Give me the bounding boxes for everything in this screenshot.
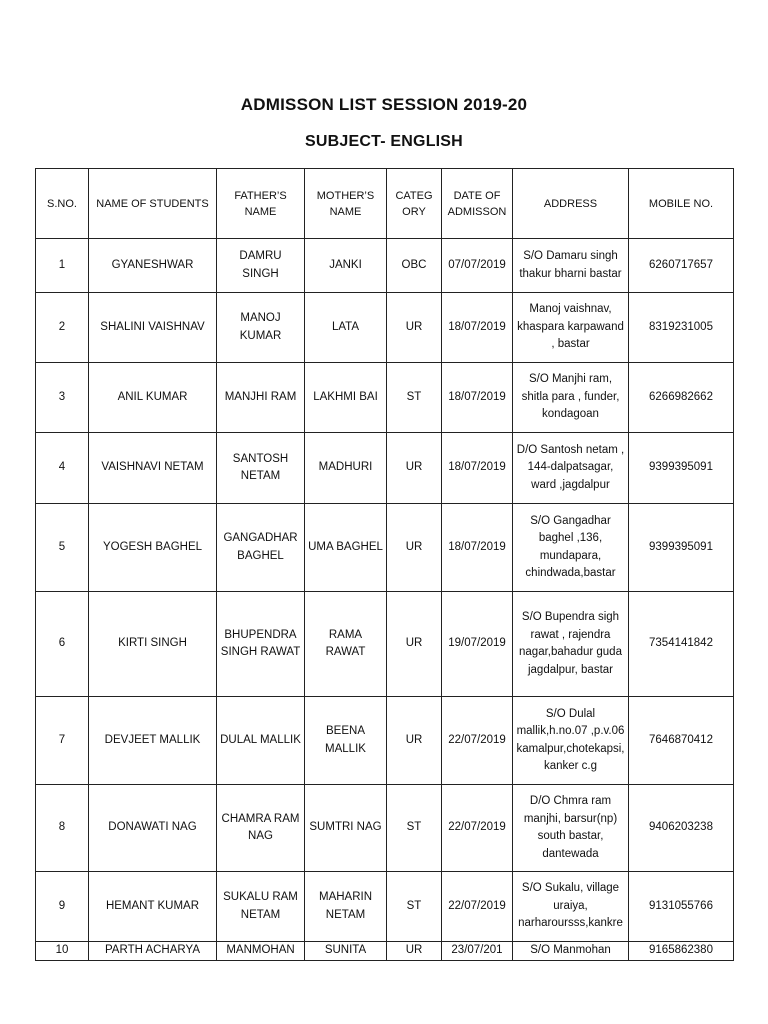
cell-mother-name: BEENA MALLIK — [305, 697, 387, 785]
cell-category: UR — [387, 433, 442, 504]
header-father-name: FATHER’S NAME — [217, 169, 305, 239]
cell-mobile: 7354141842 — [629, 592, 734, 697]
cell-name: DEVJEET MALLIK — [89, 697, 217, 785]
cell-father-name: MANOJ KUMAR — [217, 293, 305, 363]
cell-category: UR — [387, 504, 442, 592]
table-row — [36, 504, 734, 592]
header-mobile: MOBILE NO. — [629, 169, 734, 239]
cell-sno: 9 — [36, 872, 89, 942]
cell-father-name: BHUPENDRA SINGH RAWAT — [217, 592, 305, 697]
cell-mobile: 7646870412 — [629, 697, 734, 785]
table-row — [36, 872, 734, 942]
cell-father-name: DAMRU SINGH — [217, 239, 305, 293]
header-mother-name: MOTHER’S NAME — [305, 169, 387, 239]
cell-date: 18/07/2019 — [442, 293, 513, 363]
cell-address: Manoj vaishnav, khaspara karpawand , bastar — [513, 293, 629, 363]
header-category: CATEG ORY — [387, 169, 442, 239]
table-row — [36, 433, 734, 504]
cell-sno: 10 — [36, 942, 89, 961]
cell-mobile: 6266982662 — [629, 363, 734, 433]
cell-address: S/O Sukalu, village uraiya, narharoursss,kankre — [513, 872, 629, 942]
cell-address: S/O Manmohan — [513, 942, 629, 961]
cell-father-name: CHAMRA RAM NAG — [217, 785, 305, 872]
cell-sno: 8 — [36, 785, 89, 872]
cell-date: 07/07/2019 — [442, 239, 513, 293]
cell-mobile: 9399395091 — [629, 433, 734, 504]
cell-address: D/O Santosh netam , 144-dalpatsagar, ward ,jagdalpur — [513, 433, 629, 504]
cell-mother-name: SUMTRI NAG — [305, 785, 387, 872]
cell-mother-name: RAMA RAWAT — [305, 592, 387, 697]
cell-date: 18/07/2019 — [442, 363, 513, 433]
cell-mother-name: LAKHMI BAI — [305, 363, 387, 433]
cell-address: S/O Manjhi ram, shitla para , funder, kondagoan — [513, 363, 629, 433]
cell-sno: 5 — [36, 504, 89, 592]
page-title: ADMISSON LIST SESSION 2019-20 — [240, 95, 528, 114]
cell-name: ANIL KUMAR — [89, 363, 217, 433]
cell-category: UR — [387, 942, 442, 961]
cell-category: UR — [387, 697, 442, 785]
cell-sno: 4 — [36, 433, 89, 504]
cell-date: 22/07/2019 — [442, 697, 513, 785]
cell-name: HEMANT KUMAR — [89, 872, 217, 942]
cell-name: PARTH ACHARYA — [89, 942, 217, 961]
cell-category: ST — [387, 363, 442, 433]
cell-date: 22/07/2019 — [442, 872, 513, 942]
page-subtitle: SUBJECT- ENGLISH — [305, 133, 463, 150]
table-row — [36, 239, 734, 293]
header-name: NAME OF STUDENTS — [89, 169, 217, 239]
cell-mother-name: JANKI — [305, 239, 387, 293]
cell-mother-name: MAHARIN NETAM — [305, 872, 387, 942]
cell-category: UR — [387, 293, 442, 363]
cell-name: GYANESHWAR — [89, 239, 217, 293]
cell-sno: 7 — [36, 697, 89, 785]
header-sno: S.NO. — [36, 169, 89, 239]
cell-father-name: SANTOSH NETAM — [217, 433, 305, 504]
cell-category: UR — [387, 592, 442, 697]
cell-category: ST — [387, 785, 442, 872]
cell-address: S/O Dulal mallik,h.no.07 ,p.v.06 kamalpur,chotekapsi, kanker c.g — [513, 697, 629, 785]
cell-sno: 3 — [36, 363, 89, 433]
cell-date: 18/07/2019 — [442, 433, 513, 504]
cell-mobile: 6260717657 — [629, 239, 734, 293]
cell-mobile: 9399395091 — [629, 504, 734, 592]
cell-address: S/O Gangadhar baghel ,136, mundapara, chindwada,bastar — [513, 504, 629, 592]
table-row — [36, 293, 734, 363]
cell-date: 22/07/2019 — [442, 785, 513, 872]
cell-father-name: MANJHI RAM — [217, 363, 305, 433]
cell-name: SHALINI VAISHNAV — [89, 293, 217, 363]
cell-mobile: 9131055766 — [629, 872, 734, 942]
cell-sno: 1 — [36, 239, 89, 293]
admission-table — [35, 168, 734, 961]
cell-name: YOGESH BAGHEL — [89, 504, 217, 592]
cell-father-name: SUKALU RAM NETAM — [217, 872, 305, 942]
cell-mobile: 8319231005 — [629, 293, 734, 363]
cell-mother-name: SUNITA — [305, 942, 387, 961]
cell-category: ST — [387, 872, 442, 942]
table-row — [36, 942, 734, 961]
cell-father-name: DULAL MALLIK — [217, 697, 305, 785]
cell-father-name: GANGADHAR BAGHEL — [217, 504, 305, 592]
cell-mother-name: UMA BAGHEL — [305, 504, 387, 592]
cell-sno: 2 — [36, 293, 89, 363]
cell-name: KIRTI SINGH — [89, 592, 217, 697]
cell-address: S/O Damaru singh thakur bharni bastar — [513, 239, 629, 293]
cell-category: OBC — [387, 239, 442, 293]
header-date: DATE OF ADMISSON — [442, 169, 513, 239]
cell-father-name: MANMOHAN — [217, 942, 305, 961]
table-row — [36, 785, 734, 872]
cell-mobile: 9165862380 — [629, 942, 734, 961]
cell-address: S/O Bupendra sigh rawat , rajendra nagar,bahadur guda jagdalpur, bastar — [513, 592, 629, 697]
cell-date: 23/07/201 — [442, 942, 513, 961]
cell-mother-name: LATA — [305, 293, 387, 363]
table-row — [36, 697, 734, 785]
cell-date: 18/07/2019 — [442, 504, 513, 592]
table-row — [36, 592, 734, 697]
table-row — [36, 363, 734, 433]
cell-mother-name: MADHURI — [305, 433, 387, 504]
cell-name: DONAWATI NAG — [89, 785, 217, 872]
cell-date: 19/07/2019 — [442, 592, 513, 697]
cell-address: D/O Chmra ram manjhi, barsur(np) south bastar, dantewada — [513, 785, 629, 872]
cell-mobile: 9406203238 — [629, 785, 734, 872]
header-address: ADDRESS — [513, 169, 629, 239]
cell-sno: 6 — [36, 592, 89, 697]
cell-name: VAISHNAVI NETAM — [89, 433, 217, 504]
table-header-row — [36, 169, 734, 239]
